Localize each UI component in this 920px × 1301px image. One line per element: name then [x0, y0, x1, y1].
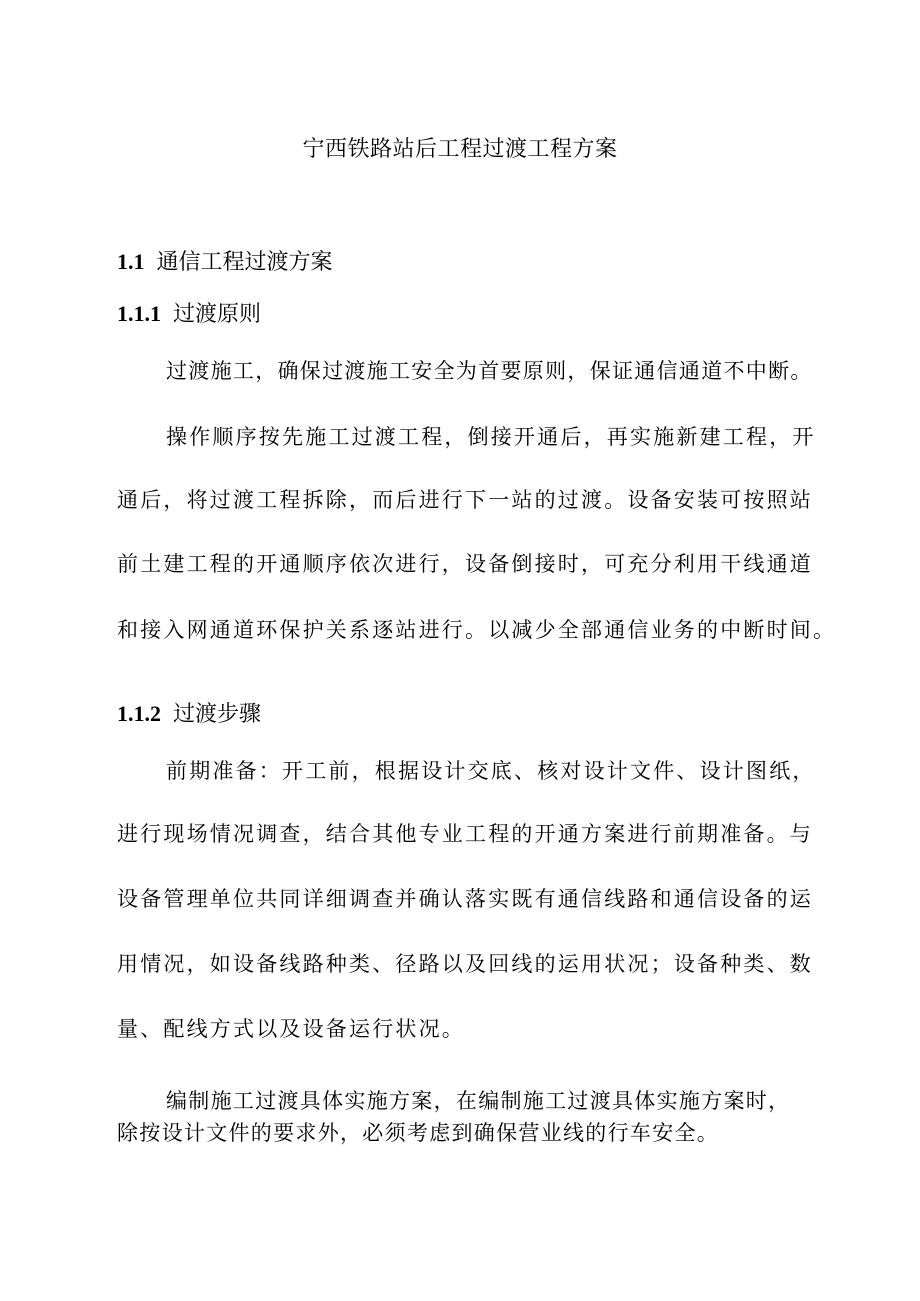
paragraph-line: 设备管理单位共同详细调查并确认落实既有通信线路和通信设备的运	[117, 887, 813, 911]
subsection-heading-1	[117, 298, 261, 331]
paragraph-line: 前土建工程的开通顺序依次进行，设备倒接时，可充分利用干线通道	[117, 552, 813, 576]
paragraph-line: 编制施工过渡具体实施方案，在编制施工过渡具体实施方案时，	[166, 1089, 791, 1113]
section-heading	[117, 246, 333, 279]
paragraph-line: 量、配线方式以及设备运行状况。	[117, 1017, 465, 1041]
section-number: 1.1	[117, 249, 145, 274]
paragraph-line: 通后，将过渡工程拆除，而后进行下一站的过渡。设备安装可按照站	[117, 488, 813, 512]
paragraph-line: 操作顺序按先施工过渡工程，倒接开通后，再实施新建工程，开	[166, 425, 816, 449]
subsection-title: 过渡步骤	[173, 702, 262, 727]
subsection-number: 1.1.1	[117, 301, 161, 326]
paragraph-line: 前期准备：开工前，根据设计交底、核对设计文件、设计图纸，	[166, 759, 816, 783]
paragraph-line: 用情况，如设备线路种类、径路以及回线的运用状况；设备种类、数	[117, 952, 813, 976]
subsection-number: 1.1.2	[117, 701, 161, 726]
section-title: 通信工程过渡方案	[156, 250, 333, 275]
paragraph-line: 和接入网通道环保护关系逐站进行。以减少全部通信业务的中断时间。	[117, 618, 837, 642]
document-title: 宁西铁路站后工程过渡工程方案	[302, 137, 618, 162]
paragraph-line: 进行现场情况调查，结合其他专业工程的开通方案进行前期准备。与	[117, 822, 813, 846]
subsection-heading-2	[117, 698, 261, 731]
paragraph-line: 除按设计文件的要求外，必须考虑到确保营业线的行车安全。	[117, 1121, 720, 1145]
paragraph-line: 过渡施工，确保过渡施工安全为首要原则，保证通信通道不中断。	[166, 359, 813, 383]
subsection-title: 过渡原则	[173, 302, 262, 327]
